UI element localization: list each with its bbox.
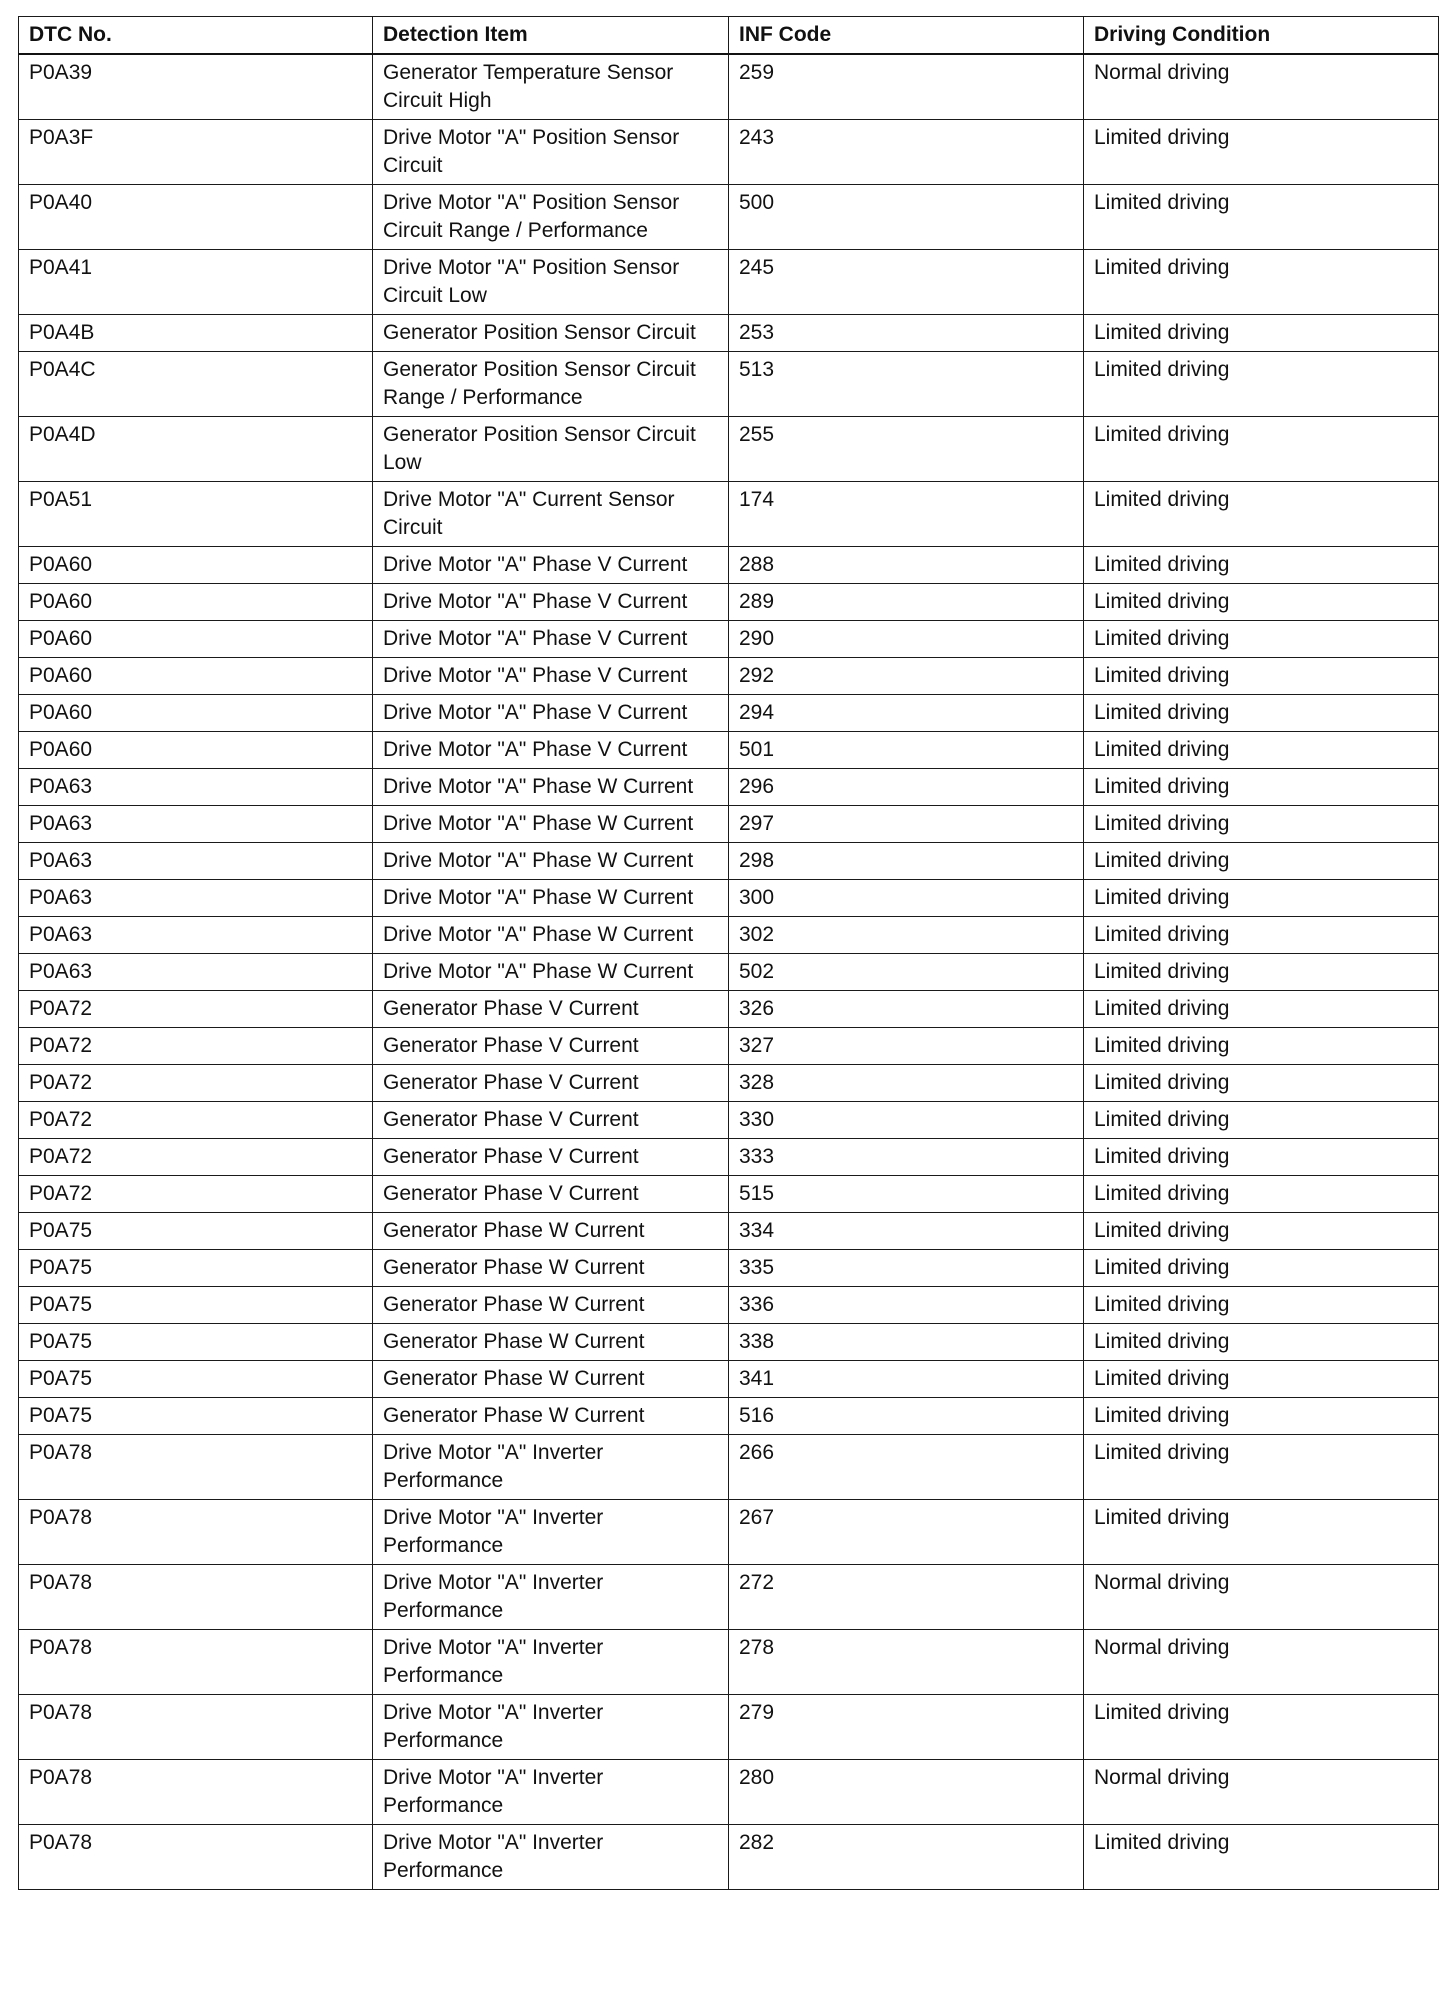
cell-detection-item: Drive Motor "A" Position Sensor Circuit Low	[373, 250, 729, 315]
cell-driving-condition: Normal driving	[1084, 1630, 1439, 1695]
table-row	[19, 806, 1439, 843]
cell-dtc-no: P0A60	[19, 732, 373, 769]
cell-driving-condition: Limited driving	[1084, 547, 1439, 584]
cell-dtc-no: P0A60	[19, 658, 373, 695]
cell-inf-code: 255	[729, 417, 1084, 482]
cell-detection-item: Generator Phase V Current	[373, 1102, 729, 1139]
cell-driving-condition: Limited driving	[1084, 1102, 1439, 1139]
cell-dtc-no: P0A60	[19, 695, 373, 732]
dtc-table	[18, 16, 1439, 1890]
cell-detection-item: Generator Phase W Current	[373, 1213, 729, 1250]
cell-inf-code: 502	[729, 954, 1084, 991]
cell-driving-condition: Limited driving	[1084, 1500, 1439, 1565]
cell-detection-item: Drive Motor "A" Phase W Current	[373, 917, 729, 954]
cell-dtc-no: P0A63	[19, 843, 373, 880]
cell-dtc-no: P0A51	[19, 482, 373, 547]
table-row	[19, 917, 1439, 954]
table-row	[19, 185, 1439, 250]
cell-dtc-no: P0A72	[19, 991, 373, 1028]
cell-inf-code: 515	[729, 1176, 1084, 1213]
table-row	[19, 120, 1439, 185]
cell-detection-item: Drive Motor "A" Phase W Current	[373, 880, 729, 917]
cell-dtc-no: P0A63	[19, 917, 373, 954]
cell-detection-item: Drive Motor "A" Phase V Current	[373, 732, 729, 769]
cell-driving-condition: Limited driving	[1084, 880, 1439, 917]
cell-driving-condition: Limited driving	[1084, 584, 1439, 621]
cell-dtc-no: P0A72	[19, 1139, 373, 1176]
cell-inf-code: 278	[729, 1630, 1084, 1695]
cell-inf-code: 341	[729, 1361, 1084, 1398]
cell-inf-code: 267	[729, 1500, 1084, 1565]
cell-driving-condition: Limited driving	[1084, 769, 1439, 806]
cell-detection-item: Generator Phase V Current	[373, 1176, 729, 1213]
cell-detection-item: Drive Motor "A" Inverter Performance	[373, 1760, 729, 1825]
cell-dtc-no: P0A39	[19, 54, 373, 120]
cell-detection-item: Drive Motor "A" Phase V Current	[373, 695, 729, 732]
cell-driving-condition: Limited driving	[1084, 1361, 1439, 1398]
header-driving-condition: Driving Condition	[1084, 17, 1439, 55]
cell-driving-condition: Limited driving	[1084, 732, 1439, 769]
cell-detection-item: Drive Motor "A" Inverter Performance	[373, 1435, 729, 1500]
cell-driving-condition: Limited driving	[1084, 1250, 1439, 1287]
table-row	[19, 732, 1439, 769]
cell-dtc-no: P0A60	[19, 621, 373, 658]
header-dtc-no: DTC No.	[19, 17, 373, 55]
table-row	[19, 880, 1439, 917]
cell-driving-condition: Limited driving	[1084, 1139, 1439, 1176]
table-row	[19, 547, 1439, 584]
cell-detection-item: Drive Motor "A" Phase V Current	[373, 584, 729, 621]
cell-dtc-no: P0A4B	[19, 315, 373, 352]
table-row	[19, 695, 1439, 732]
table-row	[19, 1695, 1439, 1760]
cell-inf-code: 338	[729, 1324, 1084, 1361]
cell-inf-code: 292	[729, 658, 1084, 695]
cell-dtc-no: P0A75	[19, 1361, 373, 1398]
cell-dtc-no: P0A78	[19, 1435, 373, 1500]
cell-inf-code: 513	[729, 352, 1084, 417]
table-row	[19, 1760, 1439, 1825]
cell-inf-code: 327	[729, 1028, 1084, 1065]
cell-inf-code: 516	[729, 1398, 1084, 1435]
cell-inf-code: 280	[729, 1760, 1084, 1825]
cell-inf-code: 302	[729, 917, 1084, 954]
cell-driving-condition: Limited driving	[1084, 917, 1439, 954]
cell-inf-code: 328	[729, 1065, 1084, 1102]
table-row	[19, 843, 1439, 880]
cell-driving-condition: Limited driving	[1084, 1065, 1439, 1102]
table-row	[19, 1565, 1439, 1630]
cell-dtc-no: P0A4C	[19, 352, 373, 417]
cell-driving-condition: Limited driving	[1084, 991, 1439, 1028]
cell-dtc-no: P0A60	[19, 547, 373, 584]
table-row	[19, 1500, 1439, 1565]
cell-inf-code: 333	[729, 1139, 1084, 1176]
cell-inf-code: 500	[729, 185, 1084, 250]
cell-driving-condition: Limited driving	[1084, 1825, 1439, 1890]
cell-inf-code: 294	[729, 695, 1084, 732]
table-row	[19, 315, 1439, 352]
cell-dtc-no: P0A3F	[19, 120, 373, 185]
cell-detection-item: Generator Position Sensor Circuit Range / Performance	[373, 352, 729, 417]
cell-dtc-no: P0A60	[19, 584, 373, 621]
table-row	[19, 1139, 1439, 1176]
table-row	[19, 417, 1439, 482]
cell-driving-condition: Limited driving	[1084, 954, 1439, 991]
cell-detection-item: Generator Temperature Sensor Circuit High	[373, 54, 729, 120]
cell-driving-condition: Limited driving	[1084, 417, 1439, 482]
table-row	[19, 1398, 1439, 1435]
table-row	[19, 352, 1439, 417]
cell-inf-code: 272	[729, 1565, 1084, 1630]
cell-inf-code: 298	[729, 843, 1084, 880]
header-inf-code: INF Code	[729, 17, 1084, 55]
table-row	[19, 482, 1439, 547]
cell-driving-condition: Limited driving	[1084, 1398, 1439, 1435]
cell-dtc-no: P0A72	[19, 1028, 373, 1065]
cell-driving-condition: Limited driving	[1084, 843, 1439, 880]
cell-dtc-no: P0A72	[19, 1102, 373, 1139]
cell-driving-condition: Limited driving	[1084, 250, 1439, 315]
cell-detection-item: Drive Motor "A" Inverter Performance	[373, 1565, 729, 1630]
cell-driving-condition: Limited driving	[1084, 621, 1439, 658]
cell-detection-item: Generator Phase V Current	[373, 1028, 729, 1065]
cell-detection-item: Drive Motor "A" Position Sensor Circuit	[373, 120, 729, 185]
cell-detection-item: Generator Phase V Current	[373, 1139, 729, 1176]
table-row	[19, 1250, 1439, 1287]
cell-detection-item: Drive Motor "A" Inverter Performance	[373, 1695, 729, 1760]
table-row	[19, 621, 1439, 658]
cell-inf-code: 282	[729, 1825, 1084, 1890]
table-row	[19, 1361, 1439, 1398]
cell-detection-item: Drive Motor "A" Position Sensor Circuit Range / Performance	[373, 185, 729, 250]
table-header-row	[19, 17, 1439, 55]
cell-inf-code: 300	[729, 880, 1084, 917]
cell-detection-item: Drive Motor "A" Phase W Current	[373, 806, 729, 843]
cell-inf-code: 245	[729, 250, 1084, 315]
table-row	[19, 954, 1439, 991]
cell-driving-condition: Limited driving	[1084, 482, 1439, 547]
table-row	[19, 1028, 1439, 1065]
cell-detection-item: Generator Phase W Current	[373, 1287, 729, 1324]
cell-dtc-no: P0A78	[19, 1565, 373, 1630]
cell-dtc-no: P0A78	[19, 1500, 373, 1565]
cell-inf-code: 336	[729, 1287, 1084, 1324]
cell-inf-code: 253	[729, 315, 1084, 352]
cell-driving-condition: Limited driving	[1084, 315, 1439, 352]
document-page	[18, 16, 1438, 1890]
cell-detection-item: Generator Phase W Current	[373, 1324, 729, 1361]
cell-driving-condition: Limited driving	[1084, 1287, 1439, 1324]
cell-driving-condition: Limited driving	[1084, 1324, 1439, 1361]
table-row	[19, 1065, 1439, 1102]
cell-detection-item: Drive Motor "A" Inverter Performance	[373, 1825, 729, 1890]
table-body	[19, 54, 1439, 1890]
cell-driving-condition: Limited driving	[1084, 806, 1439, 843]
cell-detection-item: Generator Position Sensor Circuit Low	[373, 417, 729, 482]
cell-dtc-no: P0A78	[19, 1695, 373, 1760]
cell-detection-item: Drive Motor "A" Phase W Current	[373, 769, 729, 806]
cell-driving-condition: Limited driving	[1084, 1695, 1439, 1760]
cell-driving-condition: Limited driving	[1084, 1028, 1439, 1065]
cell-inf-code: 297	[729, 806, 1084, 843]
table-row	[19, 1435, 1439, 1500]
cell-detection-item: Drive Motor "A" Phase W Current	[373, 843, 729, 880]
cell-inf-code: 259	[729, 54, 1084, 120]
cell-inf-code: 288	[729, 547, 1084, 584]
cell-dtc-no: P0A40	[19, 185, 373, 250]
cell-inf-code: 266	[729, 1435, 1084, 1500]
table-row	[19, 54, 1439, 120]
cell-detection-item: Drive Motor "A" Current Sensor Circuit	[373, 482, 729, 547]
cell-inf-code: 290	[729, 621, 1084, 658]
cell-inf-code: 330	[729, 1102, 1084, 1139]
table-row	[19, 1102, 1439, 1139]
cell-inf-code: 289	[729, 584, 1084, 621]
cell-driving-condition: Limited driving	[1084, 185, 1439, 250]
table-row	[19, 1630, 1439, 1695]
cell-driving-condition: Normal driving	[1084, 1565, 1439, 1630]
cell-detection-item: Drive Motor "A" Phase V Current	[373, 547, 729, 584]
cell-detection-item: Drive Motor "A" Inverter Performance	[373, 1630, 729, 1695]
cell-detection-item: Generator Phase W Current	[373, 1361, 729, 1398]
cell-inf-code: 174	[729, 482, 1084, 547]
cell-driving-condition: Limited driving	[1084, 1213, 1439, 1250]
cell-driving-condition: Limited driving	[1084, 658, 1439, 695]
cell-inf-code: 335	[729, 1250, 1084, 1287]
cell-detection-item: Generator Phase W Current	[373, 1250, 729, 1287]
cell-dtc-no: P0A63	[19, 954, 373, 991]
cell-detection-item: Generator Position Sensor Circuit	[373, 315, 729, 352]
cell-driving-condition: Limited driving	[1084, 352, 1439, 417]
table-row	[19, 658, 1439, 695]
header-detection-item: Detection Item	[373, 17, 729, 55]
cell-detection-item: Drive Motor "A" Phase V Current	[373, 658, 729, 695]
cell-dtc-no: P0A63	[19, 880, 373, 917]
cell-inf-code: 501	[729, 732, 1084, 769]
table-row	[19, 584, 1439, 621]
cell-dtc-no: P0A78	[19, 1825, 373, 1890]
cell-inf-code: 326	[729, 991, 1084, 1028]
table-row	[19, 1324, 1439, 1361]
cell-inf-code: 243	[729, 120, 1084, 185]
cell-driving-condition: Normal driving	[1084, 1760, 1439, 1825]
cell-detection-item: Drive Motor "A" Phase W Current	[373, 954, 729, 991]
cell-driving-condition: Limited driving	[1084, 695, 1439, 732]
cell-dtc-no: P0A75	[19, 1287, 373, 1324]
table-row	[19, 1287, 1439, 1324]
cell-dtc-no: P0A75	[19, 1250, 373, 1287]
cell-detection-item: Drive Motor "A" Inverter Performance	[373, 1500, 729, 1565]
cell-dtc-no: P0A78	[19, 1760, 373, 1825]
cell-detection-item: Generator Phase W Current	[373, 1398, 729, 1435]
cell-driving-condition: Limited driving	[1084, 120, 1439, 185]
cell-inf-code: 279	[729, 1695, 1084, 1760]
table-row	[19, 991, 1439, 1028]
cell-dtc-no: P0A63	[19, 769, 373, 806]
cell-dtc-no: P0A72	[19, 1065, 373, 1102]
table-row	[19, 250, 1439, 315]
cell-driving-condition: Normal driving	[1084, 54, 1439, 120]
cell-detection-item: Generator Phase V Current	[373, 1065, 729, 1102]
cell-dtc-no: P0A75	[19, 1324, 373, 1361]
cell-dtc-no: P0A4D	[19, 417, 373, 482]
cell-inf-code: 296	[729, 769, 1084, 806]
table-row	[19, 1176, 1439, 1213]
table-row	[19, 1213, 1439, 1250]
table-row	[19, 769, 1439, 806]
cell-inf-code: 334	[729, 1213, 1084, 1250]
cell-dtc-no: P0A41	[19, 250, 373, 315]
cell-dtc-no: P0A72	[19, 1176, 373, 1213]
cell-dtc-no: P0A63	[19, 806, 373, 843]
cell-dtc-no: P0A78	[19, 1630, 373, 1695]
cell-detection-item: Generator Phase V Current	[373, 991, 729, 1028]
cell-detection-item: Drive Motor "A" Phase V Current	[373, 621, 729, 658]
cell-driving-condition: Limited driving	[1084, 1176, 1439, 1213]
cell-driving-condition: Limited driving	[1084, 1435, 1439, 1500]
cell-dtc-no: P0A75	[19, 1398, 373, 1435]
table-row	[19, 1825, 1439, 1890]
cell-dtc-no: P0A75	[19, 1213, 373, 1250]
